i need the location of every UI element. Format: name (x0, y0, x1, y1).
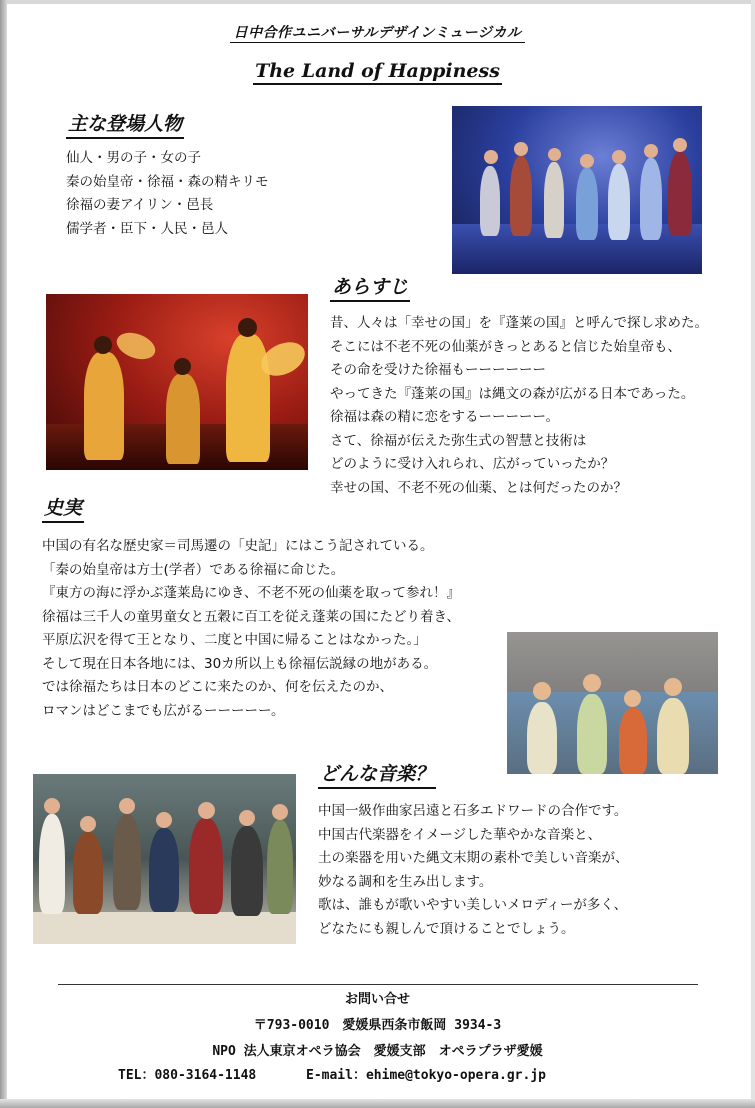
subtitle (0, 22, 755, 42)
characters-heading: 主な登場人物 (66, 112, 184, 139)
page-border-top (0, 0, 755, 4)
stage-photo-children (507, 632, 718, 774)
characters-list (66, 147, 269, 241)
history-heading: 史実 (42, 496, 84, 523)
history-line: そして現在日本各地には、30カ所以上も徐福伝説縁の地がある。 (42, 655, 438, 672)
history-line: 中国の有名な歴史家＝司馬遷の「史記」にはこう記されている。 (42, 538, 434, 554)
history-line: では徐福たちは日本のどこに来たのか、何を伝えたのか、 (42, 679, 393, 695)
contact-heading: お問い合せ (344, 992, 410, 1007)
music-line: 歌は、誰もが歌いやすい美しいメロディーが多く、 (318, 897, 628, 913)
page-title-text: The Land of Happiness (253, 60, 502, 85)
page-border-left (0, 0, 7, 1108)
contact-tel: TEL：080-3164-1148 (118, 1068, 257, 1083)
history-line: 『東方の海に浮かぶ蓬莱島にゆき、不老不死の仙薬を取って参れ！』 (42, 585, 460, 601)
synopsis-line: さて、徐福が伝えた弥生式の智慧と技術は (330, 432, 587, 449)
music-line: 中国一級作曲家呂遠と石多エドワードの合作です。 (318, 803, 628, 819)
stage-photo-dancers (46, 294, 308, 470)
music-line: 妙なる調和を生み出します。 (318, 873, 493, 890)
history-line: ロマンはどこまでも広がるーーーーー。 (42, 702, 285, 719)
contact-organization: NPO 法人東京オペラ協会 愛媛支部 オペラプラザ愛媛 (212, 1044, 543, 1059)
synopsis-line: 徐福は森の精に恋をするーーーーー。 (330, 409, 559, 425)
synopsis-text (330, 312, 708, 500)
synopsis-line: どのように受け入れられ、広がっていったか？ (330, 456, 615, 472)
contact-email[interactable]: E-mail：ehime@tokyo-opera.gr.jp (306, 1068, 546, 1083)
subtitle-text: 日中合作ユニバーサルデザインミュージカル (230, 25, 526, 43)
contact-address: 〒793-0010 愛媛県西条市飯岡 3934-3 (253, 1018, 502, 1033)
music-heading: どんな音楽？ (318, 762, 436, 789)
synopsis-line: その命を受けた徐福もーーーーーー (330, 362, 546, 378)
character-line: 儒学者・臣下・人民・邑人 (66, 220, 228, 237)
page-title (0, 60, 755, 82)
character-line: 秦の始皇帝・徐福・森の精キリモ (66, 173, 269, 190)
stage-photo-blue (452, 106, 702, 274)
music-line: 中国古代楽器をイメージした華やかな音楽と、 (318, 826, 602, 843)
music-text (318, 800, 629, 941)
history-text (42, 535, 460, 723)
character-line: 仙人・男の子・女の子 (66, 150, 201, 166)
synopsis-line: やってきた『蓬莱の国』は縄文の森が広がる日本であった。 (330, 385, 695, 402)
character-line: 徐福の妻アイリン・邑長 (66, 197, 214, 213)
page-border-bottom (0, 1099, 755, 1108)
page-border-right (751, 0, 755, 1108)
music-line: 土の楽器を用いた縄文末期の素朴で美しい音楽が、 (318, 850, 629, 866)
synopsis-heading: あらすじ (330, 275, 410, 302)
history-line: 平原広沢を得て王となり、二度と中国に帰ることはなかった。」 (42, 632, 427, 648)
synopsis-line: 幸せの国、不老不死の仙薬、とは何だったのか？ (330, 479, 627, 496)
music-line: どなたにも親しんで頂けることでしょう。 (318, 920, 575, 937)
history-line: 「秦の始皇帝は方士(学者）である徐福に命じた。 (42, 561, 345, 578)
synopsis-line: 昔、人々は「幸せの国」を『蓬莱の国』と呼んで探し求めた。 (330, 315, 708, 331)
contact-divider (58, 984, 698, 985)
history-line: 徐福は三千人の童男童女と五穀に百工を従え蓬莱の国にたどり着き、 (42, 608, 460, 625)
stage-photo-ensemble (33, 774, 296, 944)
synopsis-line: そこには不老不死の仙薬がきっとあると信じた始皇帝も、 (330, 338, 681, 355)
